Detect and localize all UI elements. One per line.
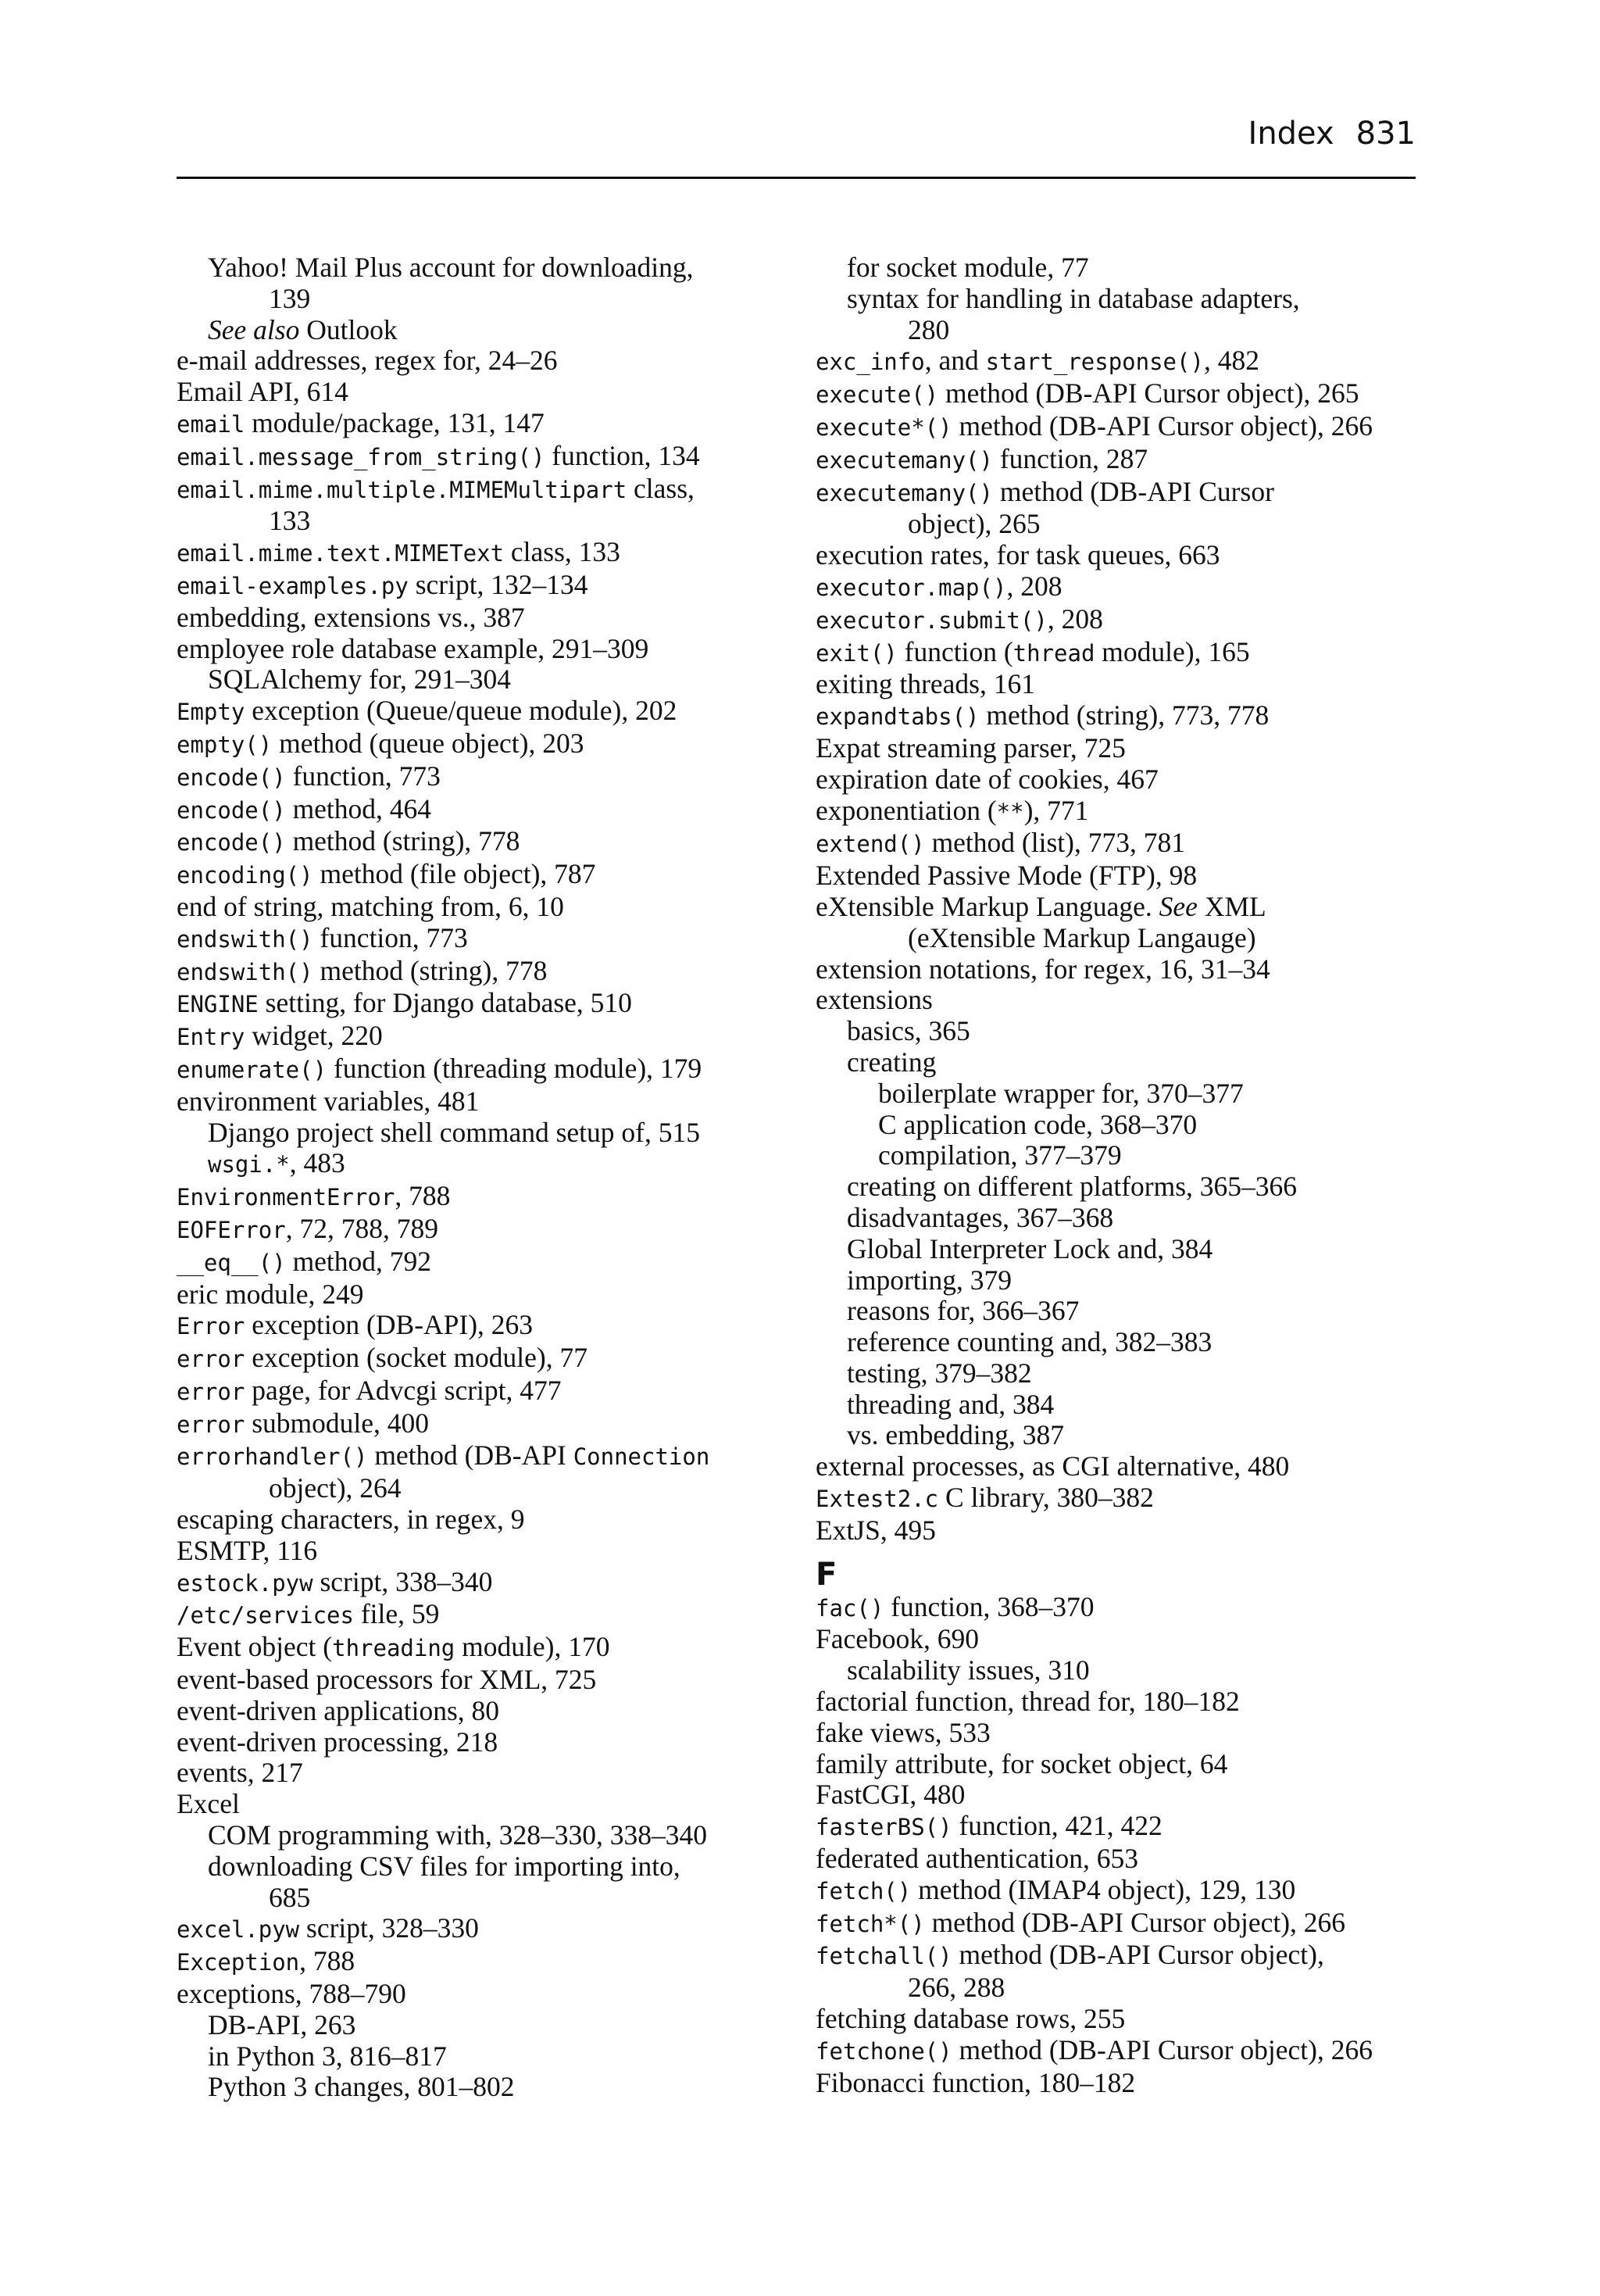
index-entry: [816, 1844, 1425, 1875]
entry-text: , 72, 788, 789: [285, 1212, 438, 1244]
index-entry: [177, 2041, 786, 2072]
entry-text: boilerplate wrapper for, 370–377: [878, 1077, 1244, 1109]
entry-text: Email API, 614: [177, 376, 348, 408]
index-entry: [177, 1086, 786, 1118]
running-header: [1248, 116, 1416, 152]
index-entry: [816, 1047, 1425, 1078]
code-term: Connection: [573, 1443, 710, 1471]
index-entry-continuation: [816, 1972, 1425, 2004]
entry-text: testing, 379–382: [847, 1357, 1032, 1389]
index-entry: [177, 696, 786, 728]
index-entry: [177, 570, 786, 603]
entry-text: threading and, 384: [847, 1388, 1055, 1420]
index-entry: [816, 1389, 1425, 1421]
index-entry: [816, 828, 1425, 860]
entry-text: C application code, 368–370: [878, 1108, 1198, 1140]
entry-text: Global Interpreter Lock and, 384: [847, 1232, 1213, 1264]
entry-text: 133: [269, 505, 311, 537]
entry-text: method, 464: [285, 792, 432, 824]
code-term: endswith(): [177, 958, 313, 985]
index-entry: [816, 1016, 1425, 1047]
entry-text: exception (Queue/queue module), 202: [245, 695, 677, 727]
entry-text: importing, 379: [847, 1264, 1012, 1296]
entry-text: factorial function, thread for, 180–182: [816, 1686, 1240, 1718]
index-entry-continuation: [177, 506, 786, 537]
index-entry: [816, 1908, 1425, 1940]
entry-text: extensions: [816, 984, 933, 1016]
entry-text: Fibonacci function, 180–182: [816, 2066, 1136, 2098]
index-entry: [177, 1599, 786, 1632]
entry-text: Facebook, 690: [816, 1623, 980, 1655]
entry-text: fake views, 533: [816, 1716, 991, 1748]
entry-text: module), 165: [1095, 635, 1250, 667]
entry-text: downloading CSV files for importing into,: [208, 1850, 680, 1882]
index-letter-heading: [816, 1556, 1425, 1593]
index-entry: [816, 700, 1425, 733]
index-entry: [816, 1451, 1425, 1482]
index-entry: [177, 1979, 786, 2010]
index-entry: [177, 1567, 786, 1600]
entry-text: employee role database example, 291–309: [177, 632, 649, 664]
index-entry: [816, 1265, 1425, 1296]
entry-text: events, 217: [177, 1757, 303, 1789]
code-term: Entry: [177, 1024, 245, 1051]
index-entry: [177, 474, 786, 506]
index-entry: [177, 1181, 786, 1214]
index-entry: [816, 411, 1425, 444]
entry-text: 266, 288: [908, 1972, 1005, 2004]
index-entry: [177, 2072, 786, 2103]
index-entry: [816, 1110, 1425, 1141]
code-term: **: [996, 798, 1024, 825]
entry-text: ExtJS, 495: [816, 1514, 936, 1546]
code-term: Exception: [177, 1949, 300, 1976]
entry-text: method (string), 778: [312, 954, 548, 986]
index-entry: [177, 1021, 786, 1053]
entry-text: reference counting and, 382–383: [847, 1326, 1212, 1358]
code-term: excel.pyw: [177, 1916, 300, 1944]
entry-text: function, 421, 422: [952, 1810, 1162, 1842]
index-entry: [177, 664, 786, 696]
index-entry: [816, 571, 1425, 604]
code-term: /etc/services: [177, 1602, 354, 1629]
code-term: start_response(): [985, 349, 1204, 376]
code-term: email-examples.py: [177, 572, 409, 599]
code-term: exit(): [816, 639, 898, 667]
entry-text: federated authentication, 653: [816, 1843, 1138, 1875]
index-entry: [177, 377, 786, 408]
index-entry: [177, 408, 786, 441]
index-entry: [816, 1482, 1425, 1515]
entry-text: method (list), 773, 781: [924, 827, 1185, 859]
index-entry: [816, 733, 1425, 764]
entry-text: escaping characters, in regex, 9: [177, 1504, 525, 1536]
code-term: fetchall(): [816, 1943, 952, 1970]
code-term: email.mime.text.MIMEText: [177, 540, 505, 567]
index-entry: [177, 1632, 786, 1665]
entry-text: Django project shell command setup of, 515: [208, 1116, 700, 1148]
index-entry: [177, 1343, 786, 1375]
entry-text: family attribute, for socket object, 64: [816, 1747, 1228, 1779]
index-entry: [816, 2068, 1425, 2099]
code-term: execute*(): [816, 413, 952, 441]
entry-text: 139: [269, 282, 311, 314]
code-term: executor.submit(): [816, 606, 1048, 634]
code-term: estock.pyw: [177, 1569, 313, 1597]
entry-text: method (IMAP4 object), 129, 130: [911, 1873, 1296, 1905]
entry-text: function, 368–370: [884, 1590, 1095, 1622]
index-entry: [177, 1696, 786, 1727]
entry-text: exception (DB-API), 263: [245, 1309, 534, 1341]
entry-text: Outlook: [299, 313, 398, 345]
index-entry: [177, 441, 786, 474]
header-rule: [177, 177, 1416, 179]
index-entry: [816, 1327, 1425, 1358]
entry-text: Event object (: [177, 1631, 333, 1663]
index-entry: [816, 444, 1425, 477]
section-title: Index: [1248, 116, 1334, 152]
entry-text: method, 792: [285, 1245, 432, 1277]
index-column-right: [816, 252, 1425, 2098]
index-entry: [177, 1375, 786, 1408]
entry-text: exception (socket module), 77: [245, 1342, 588, 1374]
index-entry: [177, 603, 786, 634]
entry-text: method (DB-API Cursor object),: [952, 1939, 1324, 1971]
entry-text: expiration date of cookies, 467: [816, 763, 1159, 795]
code-term: encoding(): [177, 862, 313, 889]
entry-text: , 788: [299, 1945, 355, 1977]
code-term: encode(): [177, 796, 286, 824]
index-entry: [816, 1296, 1425, 1327]
entry-text: scalability issues, 310: [847, 1654, 1090, 1686]
entry-text: Python 3 changes, 801–802: [208, 2071, 515, 2103]
index-entry: [177, 923, 786, 956]
index-entry: [177, 1665, 786, 1696]
index-entry: [816, 954, 1425, 985]
code-term: error: [177, 1346, 245, 1373]
entry-text: method (queue object), 203: [272, 727, 584, 759]
code-term: endswith(): [177, 925, 313, 953]
entry-text: , 483: [289, 1147, 345, 1179]
code-term: fac(): [816, 1594, 884, 1622]
code-term: enumerate(): [177, 1056, 327, 1083]
index-entry: [177, 1758, 786, 1789]
code-term: executemany(): [816, 446, 993, 474]
code-term: expandtabs(): [816, 703, 980, 731]
code-term: EOFError: [177, 1216, 286, 1243]
entry-text: submodule, 400: [245, 1407, 429, 1439]
entry-text: event-based processors for XML, 725: [177, 1664, 597, 1696]
entry-text: method (DB-API Cursor: [992, 475, 1274, 507]
index-entry: [816, 1203, 1425, 1234]
index-entry: [816, 252, 1425, 284]
entry-text: in Python 3, 816–817: [208, 2040, 447, 2072]
entry-text: creating on different platforms, 365–366: [847, 1171, 1298, 1203]
index-entry: [177, 1279, 786, 1311]
entry-text: method (DB-API Cursor object), 266: [952, 409, 1373, 442]
index-entry: [177, 1053, 786, 1086]
index-entry-continuation: [177, 1883, 786, 1914]
index-entry: [177, 1118, 786, 1149]
index-entry: [816, 764, 1425, 796]
entry-text: method (DB-API Cursor object), 266: [924, 1906, 1346, 1938]
entry-text: syntax for handling in database adapters,: [847, 282, 1300, 314]
index-entry: [177, 2010, 786, 2041]
code-term: encode(): [177, 829, 286, 857]
entry-text: exponentiation (: [816, 794, 997, 826]
entry-text: module/package, 131, 147: [245, 406, 545, 438]
index-entry: [816, 1234, 1425, 1265]
code-term: ENGINE: [177, 991, 259, 1018]
entry-text: method (string), 778: [285, 825, 520, 857]
entry-text: disadvantages, 367–368: [847, 1201, 1114, 1233]
index-entry: [816, 378, 1425, 411]
index-entry-continuation: [177, 1473, 786, 1504]
entry-text: module), 170: [455, 1631, 610, 1663]
entry-text: object), 264: [269, 1472, 402, 1504]
index-entry: [177, 1727, 786, 1758]
code-term: exc_info: [816, 349, 925, 376]
entry-text: DB-API, 263: [208, 2008, 356, 2040]
entry-text: C library, 380–382: [938, 1482, 1154, 1514]
code-term: Extest2.c: [816, 1486, 939, 1513]
index-entry-continuation: [816, 315, 1425, 346]
entry-text: (eXtensible Markup Langauge): [908, 921, 1256, 953]
entry-text: setting, for Django database, 510: [258, 987, 632, 1019]
code-term: threading: [332, 1635, 455, 1662]
entry-text: e-mail addresses, regex for, 24–26: [177, 345, 558, 377]
code-term: __eq__(): [177, 1249, 286, 1276]
entry-text: compilation, 377–379: [878, 1139, 1122, 1171]
entry-text: file, 59: [353, 1598, 440, 1630]
index-entry: [816, 1171, 1425, 1203]
entry-text: method (file object), 787: [312, 858, 596, 890]
index-entry: [816, 540, 1425, 571]
index-entry-continuation: [816, 509, 1425, 540]
index-entry: [816, 1811, 1425, 1844]
index-entry: [177, 794, 786, 827]
entry-text: ), 771: [1023, 794, 1089, 826]
code-term: executor.map(): [816, 574, 1007, 601]
entry-text: script, 328–330: [299, 1912, 479, 1944]
entry-text: reasons for, 366–367: [847, 1295, 1080, 1327]
entry-text: , 208: [1047, 603, 1103, 635]
index-entry: [816, 796, 1425, 828]
index-column-left: [177, 252, 786, 2103]
entry-text: exiting threads, 161: [816, 668, 1035, 700]
page-number: 831: [1355, 116, 1416, 152]
index-entry: [816, 1686, 1425, 1718]
code-term: fasterBS(): [816, 1814, 952, 1841]
entry-text: event-driven applications, 80: [177, 1694, 500, 1726]
code-term: extend(): [816, 831, 925, 858]
entry-text: F: [816, 1556, 838, 1593]
entry-text: eric module, 249: [177, 1278, 364, 1310]
index-entry: [816, 1358, 1425, 1389]
entry-text: class,: [627, 472, 695, 504]
index-entry: [816, 1875, 1425, 1908]
index-entry: [177, 892, 786, 923]
entry-text: creating: [847, 1046, 937, 1078]
entry-text: vs. embedding, 387: [847, 1419, 1065, 1451]
index-entry: [177, 859, 786, 892]
index-entry: [177, 634, 786, 665]
index-entry-continuation: [177, 284, 786, 315]
entry-text: , 208: [1006, 570, 1062, 602]
entry-text: method (DB-API Cursor object), 265: [938, 377, 1359, 409]
entry-text: Yahoo! Mail Plus account for downloading,: [208, 252, 694, 283]
index-entry: [816, 669, 1425, 700]
index-entry: [177, 1820, 786, 1851]
index-entry: [816, 2004, 1425, 2035]
code-term: execute(): [816, 381, 939, 409]
entry-text: object), 265: [908, 508, 1041, 540]
entry-text: widget, 220: [245, 1020, 383, 1052]
entry-text: function (threading module), 179: [327, 1052, 702, 1084]
entry-text: page, for Advcgi script, 477: [245, 1374, 562, 1406]
entry-text: end of string, matching from, 6, 10: [177, 890, 564, 922]
entry-text: function, 134: [545, 439, 700, 471]
code-term: email.message_from_string(): [177, 443, 545, 470]
index-entry: [816, 1779, 1425, 1811]
code-term: email: [177, 410, 245, 438]
index-entry: [816, 1140, 1425, 1171]
index-entry: [816, 1420, 1425, 1451]
index-entry: [177, 728, 786, 761]
entry-text: Expat streaming parser, 725: [816, 731, 1126, 764]
index-entry: [177, 252, 786, 284]
index-entry: [177, 1214, 786, 1246]
entry-text: event-driven processing, 218: [177, 1726, 498, 1758]
entry-text: Excel: [177, 1788, 240, 1820]
entry-text: external processes, as CGI alternative, 480: [816, 1450, 1290, 1482]
code-term: fetch(): [816, 1877, 912, 1904]
entry-text: function, 287: [992, 442, 1148, 474]
entry-text: COM programming with, 328–330, 338–340: [208, 1819, 707, 1851]
entry-text: function (: [897, 635, 1013, 667]
entry-text: method (DB-API Cursor object), 266: [952, 2033, 1373, 2065]
entry-text: execution rates, for task queues, 663: [816, 539, 1220, 571]
index-entry: [816, 477, 1425, 510]
index-entry: [816, 1940, 1425, 1972]
entry-text: 280: [908, 313, 950, 345]
index-entry: [816, 284, 1425, 315]
entry-text: function, 773: [312, 921, 468, 953]
entry-text: method (string), 773, 778: [979, 699, 1270, 731]
index-entry: [816, 604, 1425, 637]
index-entry: [177, 761, 786, 794]
code-term: errorhandler(): [177, 1443, 368, 1471]
index-entry: [177, 988, 786, 1021]
index-entry: [816, 1749, 1425, 1780]
index-entry: [177, 345, 786, 377]
entry-text: SQLAlchemy for, 291–304: [208, 663, 512, 696]
cross-reference: See also: [208, 313, 300, 345]
index-entry: [816, 860, 1425, 892]
index-entry: [816, 892, 1425, 923]
entry-text: basics, 365: [847, 1015, 970, 1047]
entry-text: , and: [924, 345, 986, 377]
index-entry: [816, 985, 1425, 1016]
code-term: error: [177, 1378, 245, 1405]
index-entry: [177, 1504, 786, 1536]
index-entry: [177, 1408, 786, 1441]
entry-text: method (DB-API: [367, 1439, 573, 1472]
index-entry: [177, 1946, 786, 1979]
entry-text: embedding, extensions vs., 387: [177, 601, 525, 633]
entry-text: XML: [1197, 890, 1266, 922]
index-entry: [177, 1440, 786, 1473]
index-entry: [177, 1310, 786, 1343]
index-entry: [177, 956, 786, 989]
index-entry: [816, 1624, 1425, 1655]
entry-text: , 482: [1203, 345, 1259, 377]
index-entry: [177, 1246, 786, 1279]
index-entry: [816, 637, 1425, 670]
entry-text: extension notations, for regex, 16, 31–34: [816, 953, 1270, 985]
index-entry: [816, 1718, 1425, 1749]
index-entry-continuation: [816, 923, 1425, 954]
index-entry: [816, 1592, 1425, 1625]
code-term: fetchone(): [816, 2037, 952, 2065]
entry-text: 685: [269, 1881, 311, 1913]
index-entry: [177, 537, 786, 570]
entry-text: script, 338–340: [312, 1565, 493, 1597]
index-entry: [177, 1851, 786, 1883]
entry-text: script, 132–134: [408, 568, 588, 600]
code-term: thread: [1012, 639, 1095, 667]
entry-text: environment variables, 481: [177, 1085, 480, 1117]
entry-text: , 788: [395, 1180, 451, 1212]
index-entry: [177, 1789, 786, 1820]
code-term: Empty: [177, 699, 245, 726]
entry-text: eXtensible Markup Language.: [816, 890, 1159, 922]
code-term: error: [177, 1411, 245, 1438]
index-entry: [177, 1913, 786, 1946]
entry-text: fetching database rows, 255: [816, 2003, 1126, 2035]
index-entry: [816, 1515, 1425, 1547]
code-term: email.mime.multiple.MIMEMultipart: [177, 476, 627, 503]
entry-text: for socket module, 77: [847, 252, 1089, 283]
cross-reference: See: [1159, 890, 1198, 922]
entry-text: Extended Passive Mode (FTP), 98: [816, 860, 1198, 892]
index-entry: [177, 1148, 786, 1181]
entry-text: ESMTP, 116: [177, 1534, 318, 1566]
code-term: EnvironmentError: [177, 1184, 395, 1211]
code-term: fetch*(): [816, 1910, 925, 1937]
code-term: Error: [177, 1313, 245, 1340]
entry-text: class, 133: [504, 536, 620, 568]
entry-text: function, 773: [285, 760, 441, 792]
index-entry: [816, 1078, 1425, 1110]
code-term: encode(): [177, 764, 286, 791]
index-entry: [816, 345, 1425, 378]
index-entry: [816, 2035, 1425, 2068]
entry-text: exceptions, 788–790: [177, 1978, 406, 2010]
code-term: empty(): [177, 731, 273, 758]
index-entry: [177, 826, 786, 859]
index-entry: [177, 315, 786, 346]
entry-text: FastCGI, 480: [816, 1779, 966, 1811]
code-term: wsgi.*: [208, 1151, 290, 1178]
code-term: executemany(): [816, 479, 993, 506]
index-entry: [816, 1655, 1425, 1686]
index-entry: [177, 1536, 786, 1567]
